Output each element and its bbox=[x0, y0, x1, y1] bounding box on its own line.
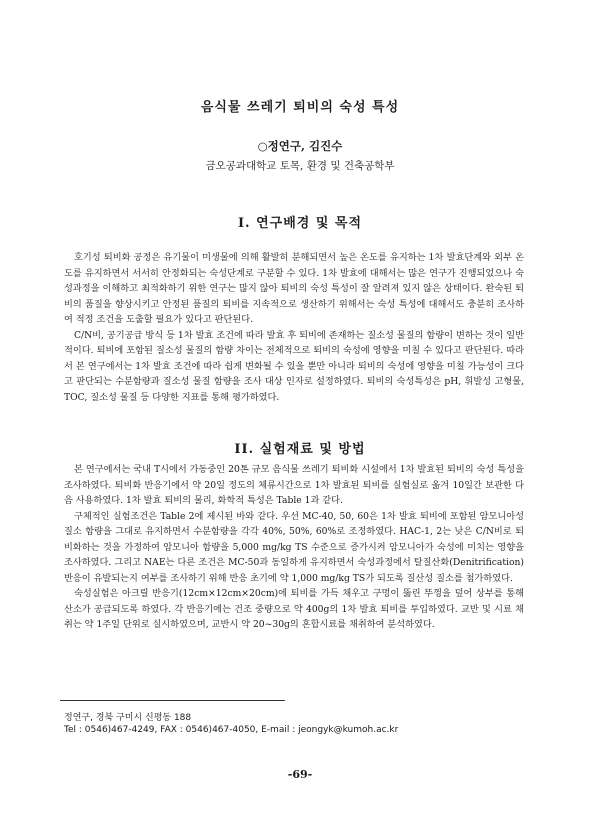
page-number: -69- bbox=[287, 768, 313, 781]
footnote-contact: Tel : 0546)467-4249, FAX : 0546)467-4050, E-mail : jeongyk@kumoh.ac.kr bbox=[64, 725, 399, 735]
footnote-divider bbox=[60, 700, 285, 701]
authors: ○정연구, 김진수 bbox=[257, 139, 343, 153]
paragraph: C/N비, 공기공급 방식 등 1차 발효 조건에 따라 발효 후 퇴비에 존재하는 질소성 물질의 함량이 변하는 것이 일반적이다. 퇴비에 포함된 질소성 물질의 함량 차이는 전체적으로 퇴비의 숙성에 영향을 미칠 수 있다고 판단된다. 따라서 본 연구에서는 1차 발효 조건에 따라 쉽게 변화될 수 있을 뿐만 아니라 퇴비의 숙성에 영향을 미칠 가능성이 크다고 판단되는 수분함량과 질소성 물질 함량을 조사 대상 인자로 설정하였다. 퇴비의 숙성특성은 pH, 휘발성 고형물, TOC, 질소성 물질 등 다양한 지표를 통해 평가하였다. bbox=[64, 329, 524, 403]
section-body-methods bbox=[64, 462, 524, 633]
section-heading-background: I. 연구배경 및 목적 bbox=[237, 216, 363, 231]
footnote-address: 정연구, 경북 구미시 신평동 188 bbox=[64, 713, 192, 723]
paragraph: 구체적인 실험조건은 Table 2에 제시된 바와 같다. 우선 MC-40, 50, 60은 1차 발효 퇴비에 포함된 암모니아성 질소 함량을 그대로 유지하면서 수분함량을 각각 40%, 50%, 60%로 조정하였다. HAC-1, 2는 낮은 C/N비로 퇴비화하는 것을 가정하여 암모니아 함량을 5,000 mg/kg TS 수준으로 증가시켜 암모니아가 숙성에 미치는 영향을 조사하였다. 그리고 NAE는 다른 조건은 MC-50과 동일하게 유지하면서 숙성과정에서 탈질산화(Denitrification) 반응이 유발되는지 여부를 조사하기 위해 반응 초기에 약 1,000 mg/kg TS가 되도록 질산성 질소를 첨가하였다. bbox=[64, 510, 524, 584]
section-body-background bbox=[64, 250, 524, 405]
affiliation: 금오공과대학교 토목, 환경 및 건축공학부 bbox=[205, 160, 395, 172]
paragraph: 본 연구에서는 국내 T시에서 가동중인 20톤 규모 음식물 쓰레기 퇴비화 시설에서 1차 발효된 퇴비의 숙성 특성을 조사하였다. 퇴비화 반응기에서 약 20일 정도의 체류시간으로 1차 발효된 퇴비를 실험실로 옮겨 10일간 보관한 다음 사용하였다. 1차 발효 퇴비의 물리, 화학적 특성은 Table 1과 같다. bbox=[64, 464, 524, 506]
paragraph: 호기성 퇴비화 공정은 유기물이 미생물에 의해 활발히 분해되면서 높은 온도를 유지하는 1차 발효단계와 외부 온도를 유지하면서 서서히 안정화되는 숙성단계로 구분할 수 있다. 1차 발효에 대해서는 많은 연구가 진행되었으나 숙성과정을 이해하고 최적화하기 위한 연구는 많지 않아 퇴비의 숙성 특성이 잘 알려져 있지 않은 상태이다. 완숙된 퇴비의 품질을 향상시키고 안정된 품질의 퇴비를 지속적으로 생산하기 위해서는 숙성 특성에 대해서도 충분히 조사하여 적정 조건을 도출할 필요가 있다고 판단된다. bbox=[64, 252, 524, 325]
section-heading-methods: II. 실험재료 및 방법 bbox=[234, 442, 366, 457]
paragraph: 숙성실험은 아크릴 반응기(12cm×12cm×20cm)에 퇴비를 가득 채우고 구멍이 뚫린 뚜껑을 덮어 상부를 통해 산소가 공급되도록 하였다. 각 반응기에는 건조 중량으로 약 400g의 1차 발효 퇴비를 투입하였다. 교반 및 시료 채취는 약 1주일 단위로 실시하였으며, 교반시 약 20~30g의 혼합시료를 채취하여 분석하였다. bbox=[64, 588, 524, 630]
paper-title: 음식물 쓰레기 퇴비의 숙성 특성 bbox=[200, 100, 400, 115]
